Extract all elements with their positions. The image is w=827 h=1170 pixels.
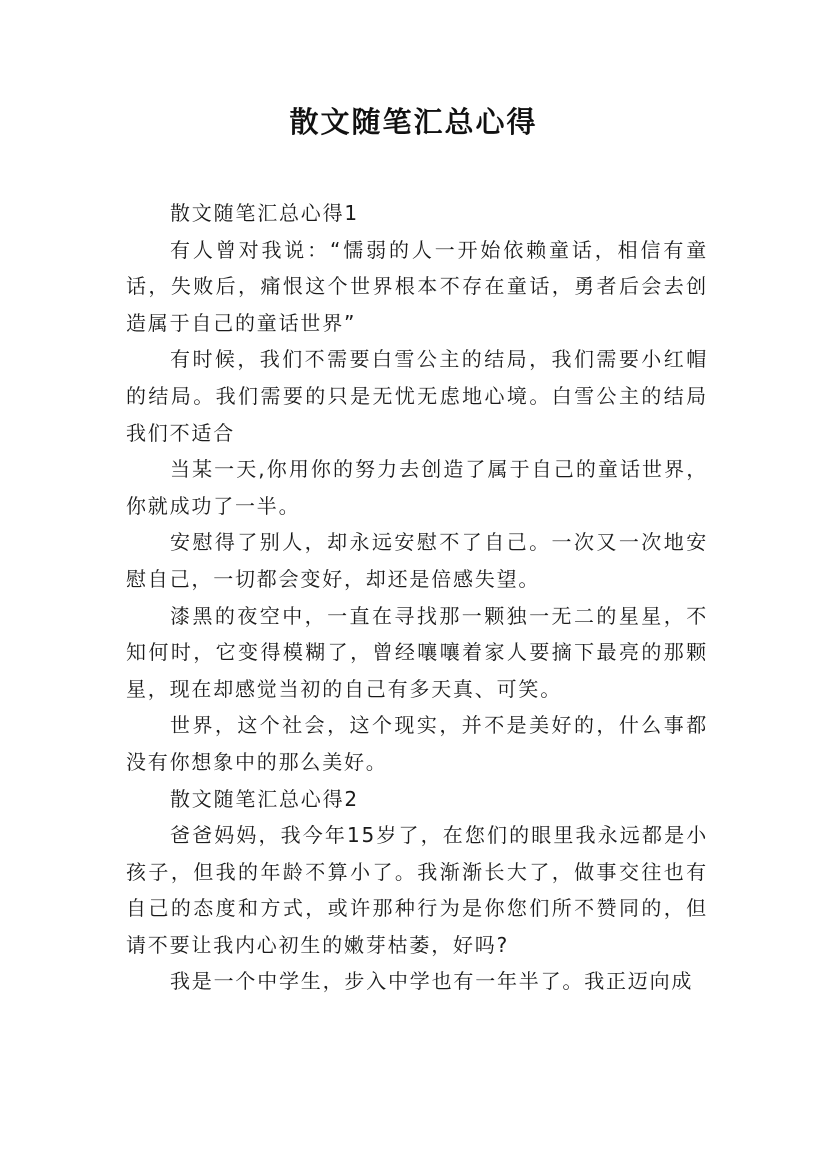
- paragraph: 漆黑的夜空中，一直在寻找那一颗独一无二的星星，不知何时，它变得模糊了，曾经嚷嚷着家人要摘下最亮的那颗星，现在却感觉当初的自己有多天真、可笑。: [126, 603, 708, 701]
- section-heading: 散文随笔汇总心得2: [170, 786, 359, 811]
- paragraph: 有时候，我们不需要白雪公主的结局，我们需要小红帽的结局。我们需要的只是无忧无虑地心境。白雪公主的结局我们不适合: [126, 347, 708, 445]
- paragraph: 我是一个中学生，步入中学也有一年半了。我正迈向成: [170, 969, 694, 994]
- paragraph: 安慰得了别人，却永远安慰不了自己。一次又一次地安慰自己，一切都会变好，却还是倍感失望。: [126, 530, 708, 591]
- document-body: [126, 195, 708, 1000]
- paragraph: 爸爸妈妈，我今年15岁了，在您们的眼里我永远都是小孩子，但我的年龄不算小了。我渐渐长大了，做事交往也有自己的态度和方式，或许那种行为是你您们所不赞同的，但请不要让我内心初生的嫩芽枯萎，好吗?: [126, 823, 708, 957]
- paragraph: 世界，这个社会，这个现实，并不是美好的，什么事都没有你想象中的那么美好。: [126, 713, 708, 774]
- paragraph: 有人曾对我说：“懦弱的人一开始依赖童话，相信有童话，失败后，痛恨这个世界根本不存在童话，勇者后会去创造属于自己的童话世界”: [126, 237, 708, 335]
- section-heading: 散文随笔汇总心得1: [170, 201, 359, 225]
- document-title: 散文随笔汇总心得: [289, 105, 538, 139]
- paragraph: 当某一天,你用你的努力去创造了属于自己的童话世界，你就成功了一半。: [126, 457, 708, 518]
